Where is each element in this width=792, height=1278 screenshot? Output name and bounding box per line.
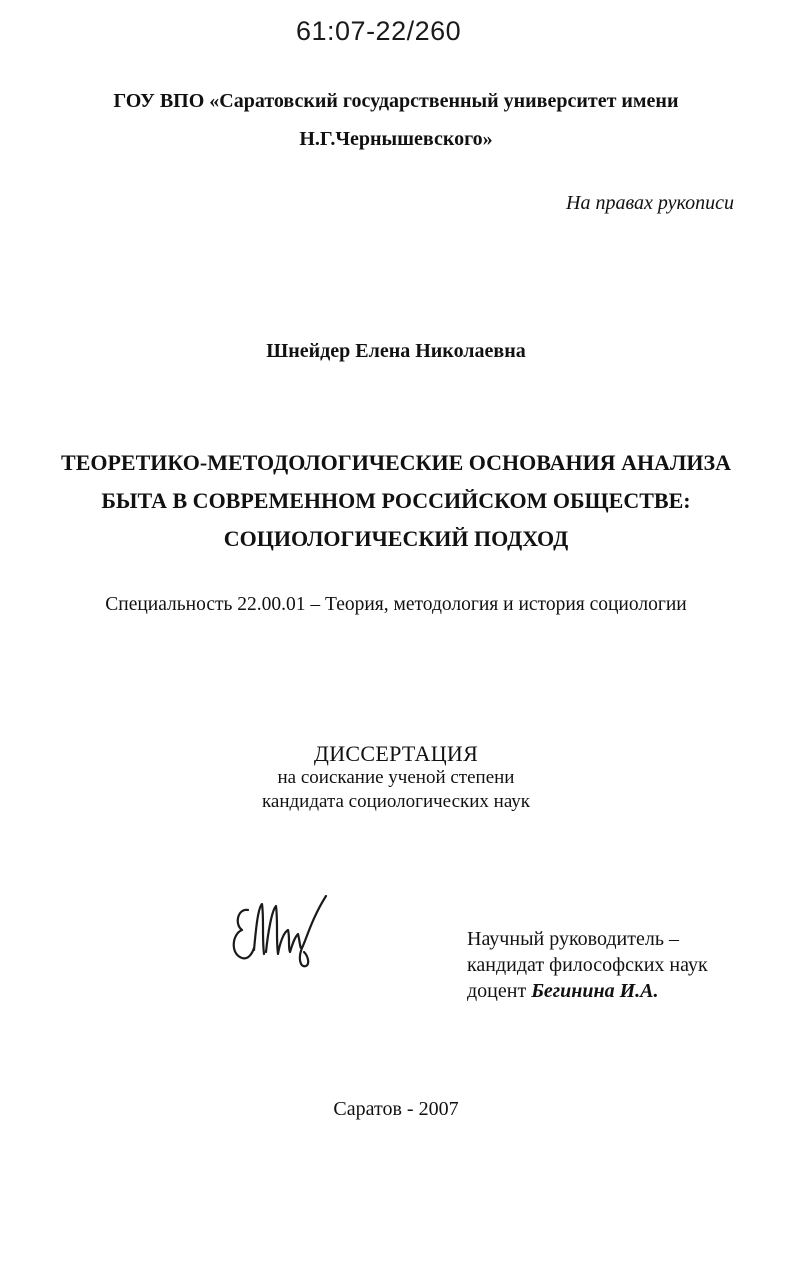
degree-line-2: кандидата социологических наук: [261, 791, 531, 812]
title-line-1: ТЕОРЕТИКО-МЕТОДОЛОГИЧЕСКИЕ ОСНОВАНИЯ АНАЛИЗА: [61, 450, 731, 475]
institution-header: [0, 82, 792, 158]
signature-image: [228, 888, 338, 972]
archive-code: 61:07-22/260: [296, 16, 462, 46]
degree-block: [0, 742, 792, 814]
advisor-line-2: кандидат философских наук: [467, 954, 708, 976]
title-line-3: СОЦИОЛОГИЧЕСКИЙ ПОДХОД: [223, 526, 569, 551]
advisor-line-3: [467, 978, 708, 1004]
degree-line-1: на соискание ученой степени: [277, 767, 515, 788]
manuscript-note: На правах рукописи: [566, 192, 734, 214]
advisor-line-1: Научный руководитель –: [467, 928, 679, 950]
institution-line-2: Н.Г.Чернышевского»: [299, 128, 493, 150]
advisor-block: [467, 926, 708, 1004]
city-year: Саратов - 2007: [333, 1098, 459, 1120]
thesis-title: [0, 444, 792, 558]
title-line-2: БЫТА В СОВРЕМЕННОМ РОССИЙСКОМ ОБЩЕСТВЕ:: [101, 488, 691, 513]
advisor-rank: доцент: [467, 980, 527, 1002]
specialty-line: Специальность 22.00.01 – Теория, методология и история социологии: [105, 594, 687, 615]
degree-type: ДИССЕРТАЦИЯ: [313, 741, 479, 766]
institution-line-1: ГОУ ВПО «Саратовский государственный университет имени: [113, 90, 679, 112]
advisor-name: Бегинина И.А.: [531, 980, 659, 1002]
author-name: Шнейдер Елена Николаевна: [266, 340, 526, 362]
